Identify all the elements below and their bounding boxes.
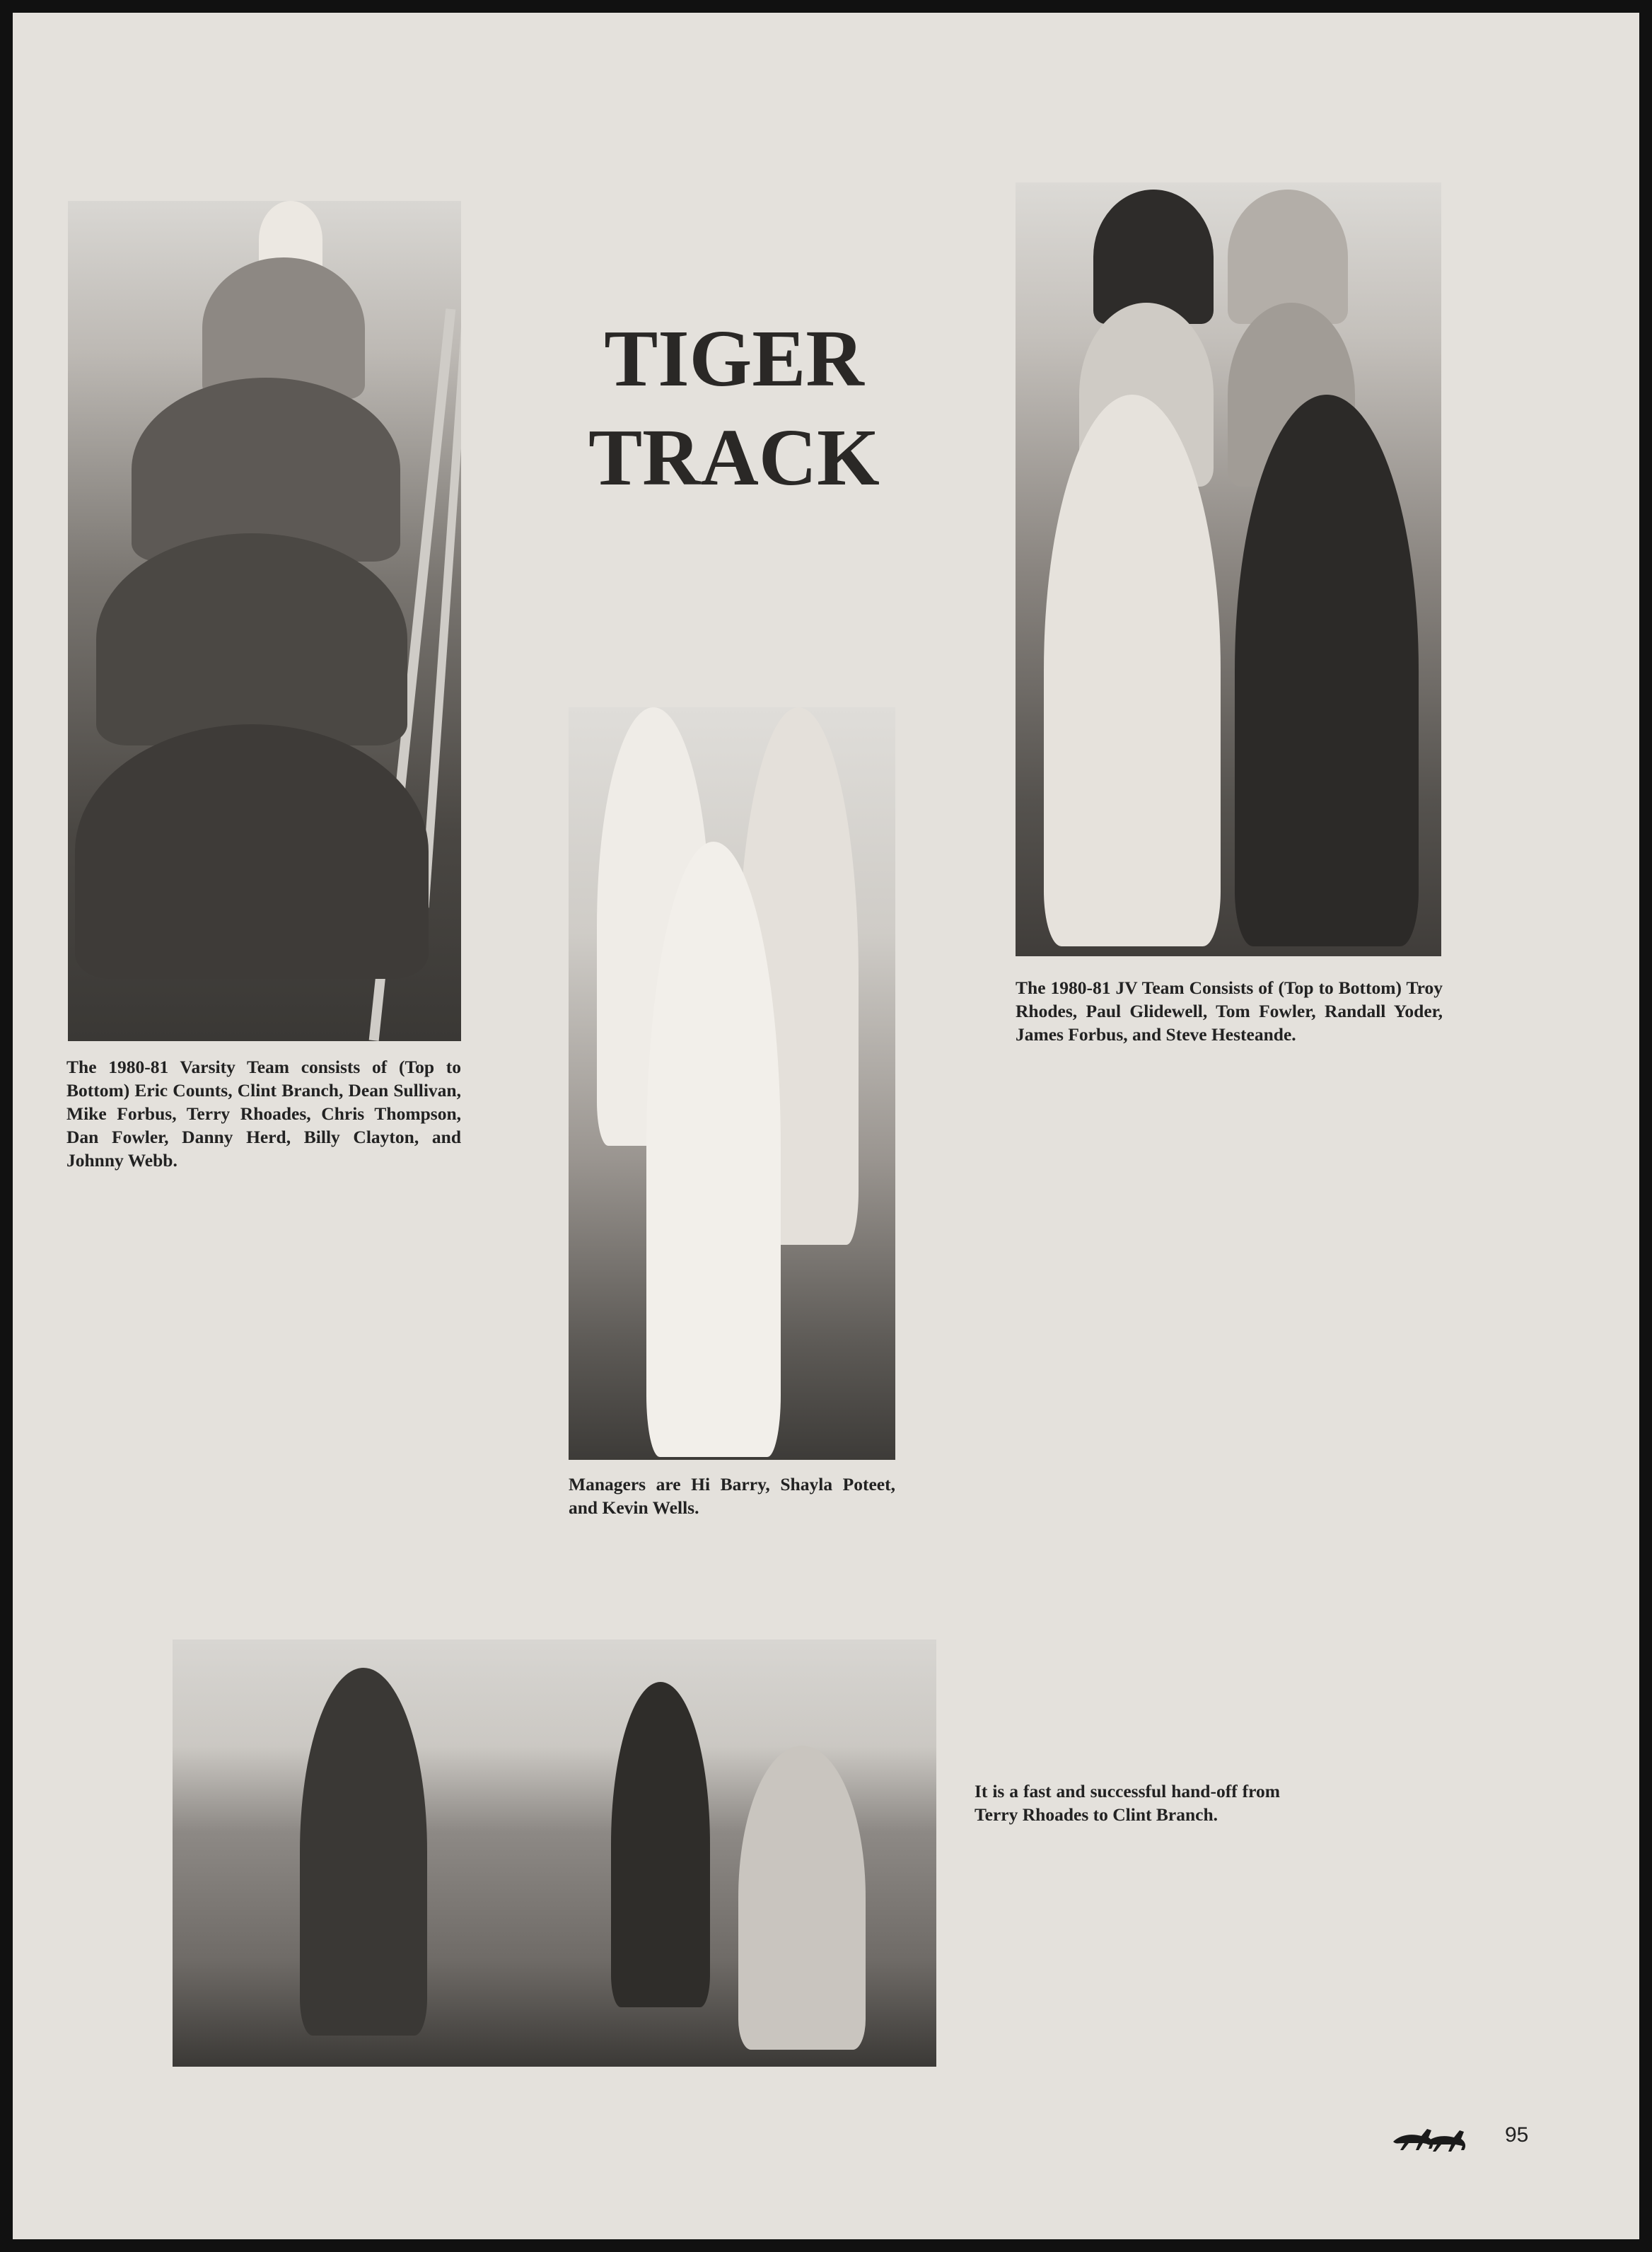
page-number: 95: [1505, 2123, 1529, 2147]
jv-caption: The 1980-81 JV Team Consists of (Top to Bottom) Troy Rhodes, Paul Glidewell, Tom Fowler, Randall Yoder, James Forbus, and Steve Hesteande.: [1016, 977, 1443, 1045]
varsity-caption: The 1980-81 Varsity Team consists of (Top to Bottom) Eric Counts, Clint Branch, Dean Sullivan, Mike Forbus, Terry Rhoades, Chris Thompson, Dan Fowler, Danny Herd, Billy Clayton, and Johnny Webb.: [66, 1057, 461, 1171]
varsity-team-photo: [68, 201, 461, 1041]
handoff-caption: It is a fast and successful hand-off from Terry Rhoades to Clint Branch.: [975, 1781, 1280, 1825]
managers-photo: [569, 707, 895, 1460]
relay-handoff-photo: [173, 1639, 936, 2067]
managers-caption: Managers are Hi Barry, Shayla Poteet, and Kevin Wells.: [569, 1474, 895, 1518]
running-horses-logo-icon: [1390, 2120, 1475, 2153]
yearbook-page: [13, 13, 1639, 2239]
page-title: [571, 313, 897, 502]
jv-team-photo: [1016, 182, 1441, 956]
title-line-1: TIGER: [604, 313, 864, 403]
title-line-2: TRACK: [588, 412, 880, 502]
